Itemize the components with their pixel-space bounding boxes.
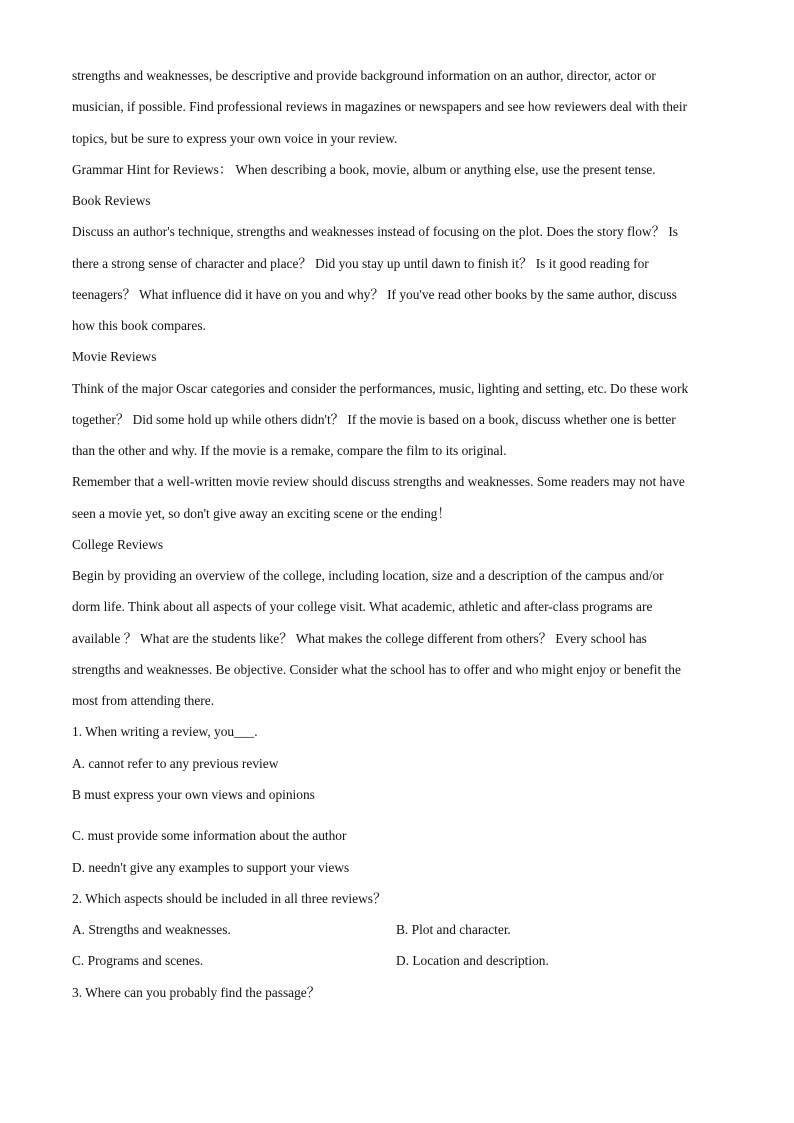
- passage-line: strengths and weaknesses. Be objective. Consider what the school has to offer and who might enjoy or benefit the: [72, 662, 681, 677]
- question-3-stem: 3. Where can you probably find the passage？: [72, 985, 321, 1000]
- passage-line: dorm life. Think about all aspects of your college visit. What academic, athletic and after-class programs are: [72, 599, 653, 614]
- question-1-option-d: D. needn't give any examples to support your views: [72, 860, 350, 875]
- question-1-option-c: C. must provide some information about the author: [72, 828, 347, 843]
- question-1-option-b: B must express your own views and opinions: [72, 787, 315, 802]
- question-2-option-d: D. Location and description.: [396, 953, 549, 968]
- passage-line: together？ Did some hold up while others didn't？ If the movie is based on a book, discuss whether one is better: [72, 412, 676, 427]
- question-1-stem: 1. When writing a review, you___.: [72, 724, 258, 739]
- passage-line: teenagers？ What influence did it have on you and why？ If you've read other books by the same author, discuss: [72, 287, 677, 302]
- passage-line: there a strong sense of character and place？ Did you stay up until dawn to finish it？ Is it good reading for: [72, 256, 649, 271]
- question-2-option-c: C. Programs and scenes.: [72, 953, 204, 968]
- grammar-hint: Grammar Hint for Reviews： When describing a book, movie, album or anything else, use the present tense.: [72, 162, 656, 177]
- passage-line: Discuss an author's technique, strengths and weaknesses instead of focusing on the plot. Does the story flow？ Is: [72, 224, 678, 239]
- question-2-stem: 2. Which aspects should be included in all three reviews？: [72, 891, 387, 906]
- question-2-option-a: A. Strengths and weaknesses.: [72, 922, 231, 937]
- passage-line: Think of the major Oscar categories and consider the performances, music, lighting and setting, etc. Do these work: [72, 381, 689, 396]
- passage-line: topics, but be sure to express your own voice in your review.: [72, 131, 398, 146]
- passage-line: seen a movie yet, so don't give away an exciting scene or the ending！: [72, 506, 451, 521]
- question-1-option-a: A. cannot refer to any previous review: [72, 756, 279, 771]
- section-heading-book-reviews: Book Reviews: [72, 193, 151, 208]
- passage-line: most from attending there.: [72, 693, 215, 708]
- section-heading-college-reviews: College Reviews: [72, 537, 164, 552]
- passage-line: than the other and why. If the movie is a remake, compare the film to its original.: [72, 443, 507, 458]
- passage-line: musician, if possible. Find professional reviews in magazines or newspapers and see how reviewers deal with their: [72, 99, 688, 114]
- question-2-option-b: B. Plot and character.: [396, 922, 511, 937]
- section-heading-movie-reviews: Movie Reviews: [72, 349, 157, 364]
- passage-line: Begin by providing an overview of the college, including location, size and a description of the campus and/or: [72, 568, 664, 583]
- passage-line: available ？ What are the students like？ What makes the college different from others？ Every school has: [72, 631, 647, 646]
- passage-line: Remember that a well-written movie review should discuss strengths and weaknesses. Some readers may not have: [72, 474, 685, 489]
- passage-line: how this book compares.: [72, 318, 206, 333]
- passage-line: strengths and weaknesses, be descriptive and provide background information on an author, director, actor or: [72, 68, 656, 83]
